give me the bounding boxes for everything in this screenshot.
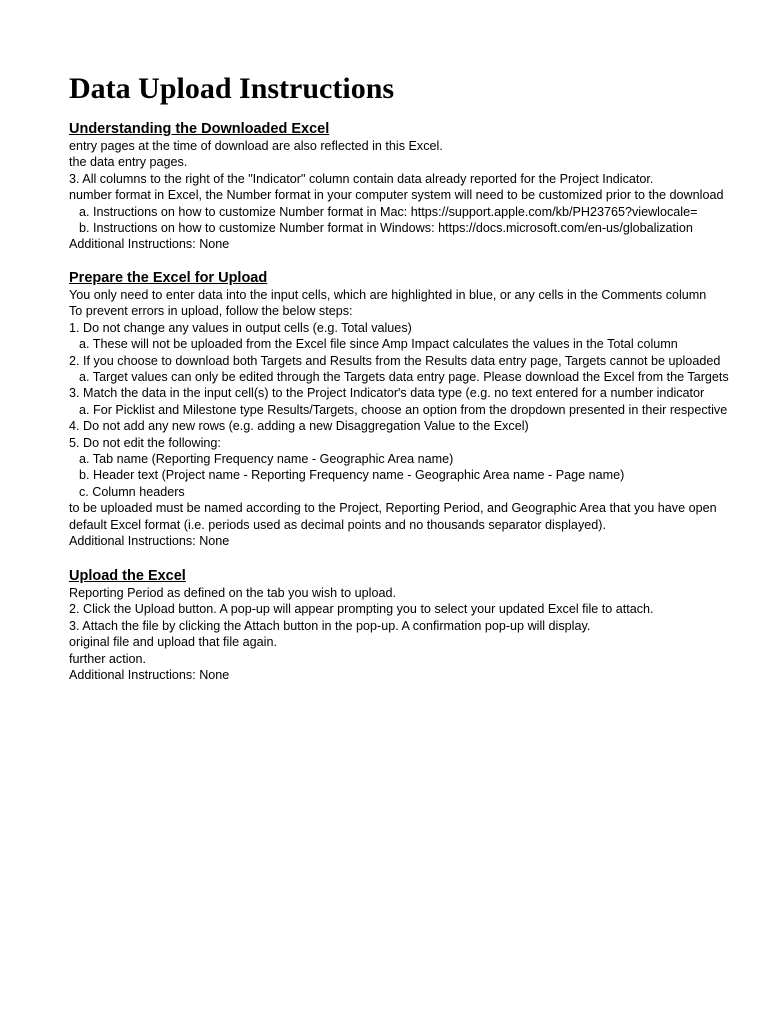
additional-instructions: Additional Instructions: None [69, 534, 230, 549]
text-line: 1. Do not change any values in output cells (e.g. Total values) [69, 320, 412, 335]
text-line: Reporting Period as defined on the tab you wish to upload. [69, 586, 396, 600]
section-heading: Prepare the Excel for Upload [69, 270, 268, 286]
text-line: a. For Picklist and Milestone type Results/Targets, choose an option from the dropdown presented in their respective [79, 402, 728, 417]
section-understanding-excel [69, 121, 768, 253]
text-line: 2. If you choose to download both Targets and Results from the Results data entry page, Targets cannot be uploaded [69, 353, 721, 368]
page-title: Data Upload Instructions [69, 72, 395, 105]
text-line: entry pages at the time of download are also reflected in this Excel. [69, 139, 443, 153]
text-line: 3. All columns to the right of the "Indicator" column contain data already reported for the Project Indicator. [69, 171, 654, 186]
text-line: further action. [69, 651, 147, 666]
text-line: a. Instructions on how to customize Number format in Mac: https://support.apple.com/kb/PH23765?viewlocale= [79, 204, 698, 219]
additional-instructions: Additional Instructions: None [69, 668, 230, 683]
section-prepare-excel [69, 270, 768, 550]
text-line: default Excel format (i.e. periods used as decimal points and no thousands separator displayed). [69, 517, 606, 532]
text-line: 3. Match the data in the input cell(s) to the Project Indicator's data type (e.g. no text entered for a number indicator [69, 386, 705, 401]
document-page [69, 0, 768, 1024]
text-line: b. Header text (Project name - Reporting Frequency name - Geographic Area name - Page name) [79, 468, 625, 483]
section-heading: Understanding the Downloaded Excel [69, 121, 330, 137]
section-upload-excel [69, 568, 768, 683]
text-line: To prevent errors in upload, follow the below steps: [69, 304, 353, 319]
additional-instructions: Additional Instructions: None [69, 237, 230, 252]
text-line: a. Target values can only be edited through the Targets data entry page. Please download the Excel from the Targets [79, 370, 729, 385]
text-line: b. Instructions on how to customize Number format in Windows: https://docs.microsoft.com/en-us/globalization [79, 221, 693, 236]
text-line: 5. Do not edit the following: [69, 435, 221, 450]
text-line: 3. Attach the file by clicking the Attach button in the pop-up. A confirmation pop-up will display. [69, 618, 591, 633]
text-line: c. Column headers [79, 484, 185, 499]
text-line: 2. Click the Upload button. A pop-up will appear prompting you to select your updated Excel file to attach. [69, 602, 654, 617]
text-line: a. Tab name (Reporting Frequency name - Geographic Area name) [79, 452, 454, 467]
text-line: number format in Excel, the Number format in your computer system will need to be customized prior to the download [69, 188, 724, 203]
section-heading: Upload the Excel [69, 568, 186, 584]
text-line: You only need to enter data into the input cells, which are highlighted in blue, or any cells in the Comments column [69, 288, 707, 302]
text-line: a. These will not be uploaded from the Excel file since Amp Impact calculates the values in the Total column [79, 337, 678, 352]
text-line: the data entry pages. [69, 155, 188, 170]
text-line: 4. Do not add any new rows (e.g. adding a new Disaggregation Value to the Excel) [69, 419, 529, 434]
text-line: to be uploaded must be named according to the Project, Reporting Period, and Geographic Area that you have open [69, 501, 717, 516]
text-line: original file and upload that file again. [69, 635, 277, 650]
